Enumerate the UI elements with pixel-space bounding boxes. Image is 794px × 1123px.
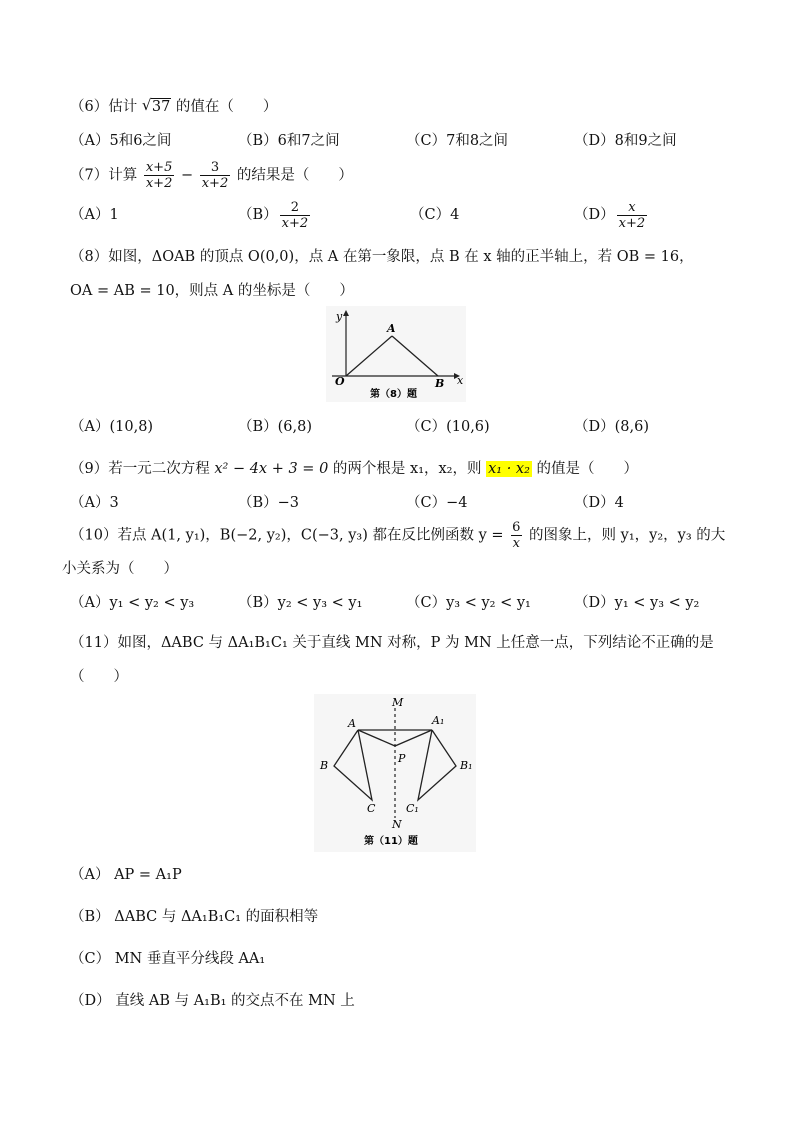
q9-highlight-product: x₁ · x₂ <box>488 461 530 477</box>
q6-stem <box>70 96 277 118</box>
q7-option-c: （C）4 <box>410 207 460 223</box>
q6-radicand: 37 <box>151 99 171 115</box>
q8-label-y: y <box>336 310 343 323</box>
q10-option-b: （B）y₂ < y₃ < y₁ <box>238 595 363 611</box>
q8-figure-bg <box>326 306 466 402</box>
q6-option-c: （C）7和8之间 <box>406 133 509 149</box>
q8-option-b: （B）(6,8) <box>238 419 313 435</box>
q7-option-b: （B） $\frac{2}{x+2}$ <box>238 199 309 231</box>
q10-line-1: （10）若点 A(1, y₁)，B(−2, y₂)，C(−3, y₃) 都在反比例函数 y = $\frac{6}{x}$ 的图象上，则 y₁，y₂，y₃ 的大 <box>70 520 726 551</box>
q7-minus: − <box>180 167 194 184</box>
q6-option-d: （D）8和9之间 <box>574 133 677 149</box>
q11-option-b: （B） ΔABC 与 ΔA₁B₁C₁ 的面积相等 <box>70 909 319 925</box>
q9-option-a: （A）3 <box>70 495 119 511</box>
q7-option-a: （A）1 <box>70 207 119 223</box>
q7-stem <box>70 160 353 191</box>
q6-option-b: （B）6和7之间 <box>238 133 340 149</box>
q7-stem-a: （7）计算 <box>70 167 138 184</box>
q6-option-a: （A）5和6之间 <box>70 133 172 149</box>
sqrt-37: √ 37 <box>141 96 171 115</box>
q9-option-b: （B）−3 <box>238 495 300 511</box>
q6-stem-a: （6）估计 <box>70 99 138 115</box>
q8-option-a: （A）(10,8) <box>70 419 154 435</box>
q11-label-c: C <box>367 802 376 815</box>
q6-stem-b: 的值在（ ） <box>175 99 278 115</box>
q10-fraction: $\frac{6}{x}$ <box>512 520 521 551</box>
q10-option-d: （D）y₁ < y₃ < y₂ <box>574 595 700 611</box>
q11-label-n: N <box>392 818 402 831</box>
q9-option-d: （D）4 <box>574 495 624 511</box>
q11-option-d: （D） 直线 AB 与 A₁B₁ 的交点不在 MN 上 <box>70 993 355 1009</box>
q11-label-m: M <box>392 696 404 709</box>
q8-line-1: （8）如图，ΔOAB 的顶点 O(0,0)，点 A 在第一象限，点 B 在 x 轴的正半轴上，若 OB = 16， <box>70 249 694 265</box>
q7-fraction-2: $\frac{3}{x+2}$ <box>201 160 229 191</box>
q8-label-x: x <box>457 374 464 387</box>
q11-figure <box>314 694 476 852</box>
q8-option-c: （C）(10,6) <box>406 419 490 435</box>
q10-option-c: （C）y₃ < y₂ < y₁ <box>406 595 531 611</box>
q11-label-b1: B₁ <box>460 759 473 772</box>
q10-option-a: （A）y₁ < y₂ < y₃ <box>70 595 195 611</box>
q8-line-2: OA = AB = 10，则点 A 的坐标是（ ） <box>70 283 354 299</box>
q8-label-a: A <box>387 322 396 335</box>
q7-stem-b: 的结果是（ ） <box>236 167 353 184</box>
q11-label-a: A <box>348 717 356 730</box>
q11-label-p: P <box>398 752 406 765</box>
q11-caption: 第（11）题 <box>364 836 418 847</box>
q11-line-1: （11）如图，ΔABC 与 ΔA₁B₁C₁ 关于直线 MN 对称，P 为 MN 上任意一点，下列结论不正确的是 <box>70 635 714 651</box>
q8-label-b: B <box>435 377 445 390</box>
q8-label-o: O <box>335 375 345 388</box>
q11-option-c: （C） MN 垂直平分线段 AA₁ <box>70 951 266 967</box>
q11-label-b: B <box>320 759 329 772</box>
q7-fraction-1: $\frac{x+5}{x+2}$ <box>145 160 173 191</box>
q9-option-c: （C）−4 <box>406 495 468 511</box>
q8-caption: 第（8）题 <box>370 389 417 400</box>
q9-equation: x² − 4x + 3 = 0 <box>214 461 329 477</box>
q11-label-c1: C₁ <box>406 802 419 815</box>
q7-option-d: （D） $\frac{x}{x+2}$ <box>574 199 646 231</box>
q9-stem: （9）若一元二次方程 x² − 4x + 3 = 0 的两个根是 x₁，x₂，则 x₁ · x₂ 的值是（ ） <box>70 461 639 477</box>
q8-option-d: （D）(8,6) <box>574 419 649 435</box>
q8-figure <box>326 306 466 402</box>
q11-label-a1: A₁ <box>432 714 445 727</box>
q11-option-a: （A） AP = A₁P <box>70 867 182 883</box>
q11-line-2: （ ） <box>70 669 128 685</box>
q10-line-2: 小关系为（ ） <box>62 561 178 577</box>
